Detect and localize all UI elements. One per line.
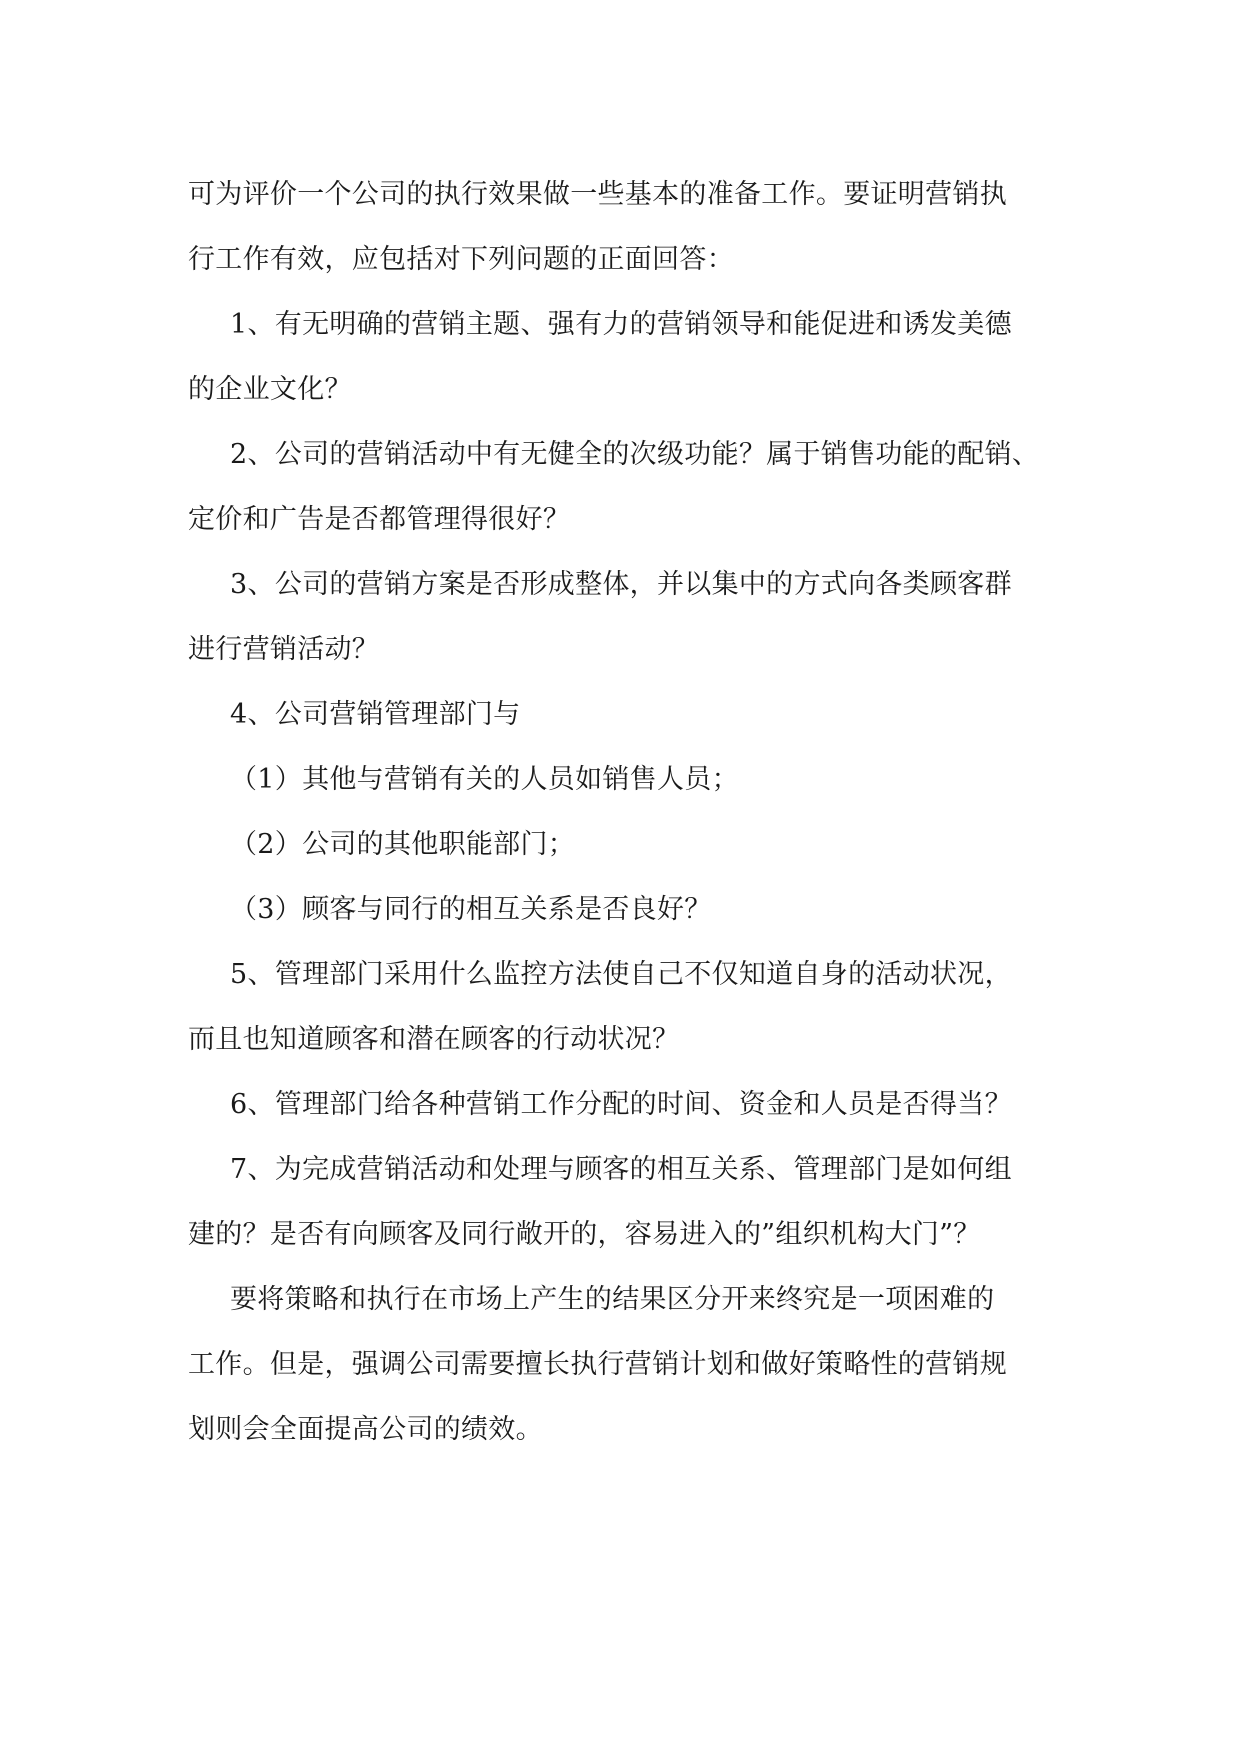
list-item-5-continuation: 而且也知道顾客和潜在顾客的行动状况？ <box>188 1024 680 1055</box>
list-item-5: 5、管理部门采用什么监控方法使自己不仅知道自身的活动状况， <box>230 959 1012 990</box>
list-item-1: 1、有无明确的营销主题、强有力的营销领导和能促进和诱发美德 <box>230 309 1012 340</box>
closing-paragraph-line: 划则会全面提高公司的绩效。 <box>188 1414 543 1445</box>
list-item-1-continuation: 的企业文化？ <box>188 374 352 405</box>
list-item-6: 6、管理部门给各种营销工作分配的时间、资金和人员是否得当？ <box>230 1089 1012 1120</box>
paragraph-line: 行工作有效，应包括对下列问题的正面回答： <box>188 244 734 275</box>
paragraph-line: 可为评价一个公司的执行效果做一些基本的准备工作。要证明营销执 <box>188 179 1007 210</box>
list-item-2-continuation: 定价和广告是否都管理得很好？ <box>188 504 571 535</box>
list-item-3: 3、公司的营销方案是否形成整体，并以集中的方式向各类顾客群 <box>230 569 1012 600</box>
list-item-2: 2、公司的营销活动中有无健全的次级功能？属于销售功能的配销、 <box>230 439 1040 470</box>
list-item-4: 4、公司营销管理部门与 <box>230 699 521 730</box>
closing-paragraph-line: 要将策略和执行在市场上产生的结果区分开来终究是一项困难的 <box>230 1284 995 1315</box>
list-item-3-continuation: 进行营销活动？ <box>188 634 380 665</box>
list-item-7-continuation: 建的？是否有向顾客及同行敞开的，容易进入的”组织机构大门”？ <box>188 1219 981 1250</box>
sub-item-1: （1）其他与营销有关的人员如销售人员； <box>230 764 739 795</box>
list-item-7: 7、为完成营销活动和处理与顾客的相互关系、管理部门是如何组 <box>230 1154 1012 1185</box>
sub-item-3: （3）顾客与同行的相互关系是否良好？ <box>230 894 712 925</box>
document-body <box>188 162 1068 1462</box>
closing-paragraph-line: 工作。但是，强调公司需要擅长执行营销计划和做好策略性的营销规 <box>188 1349 1007 1380</box>
sub-item-2: （2）公司的其他职能部门； <box>230 829 576 860</box>
